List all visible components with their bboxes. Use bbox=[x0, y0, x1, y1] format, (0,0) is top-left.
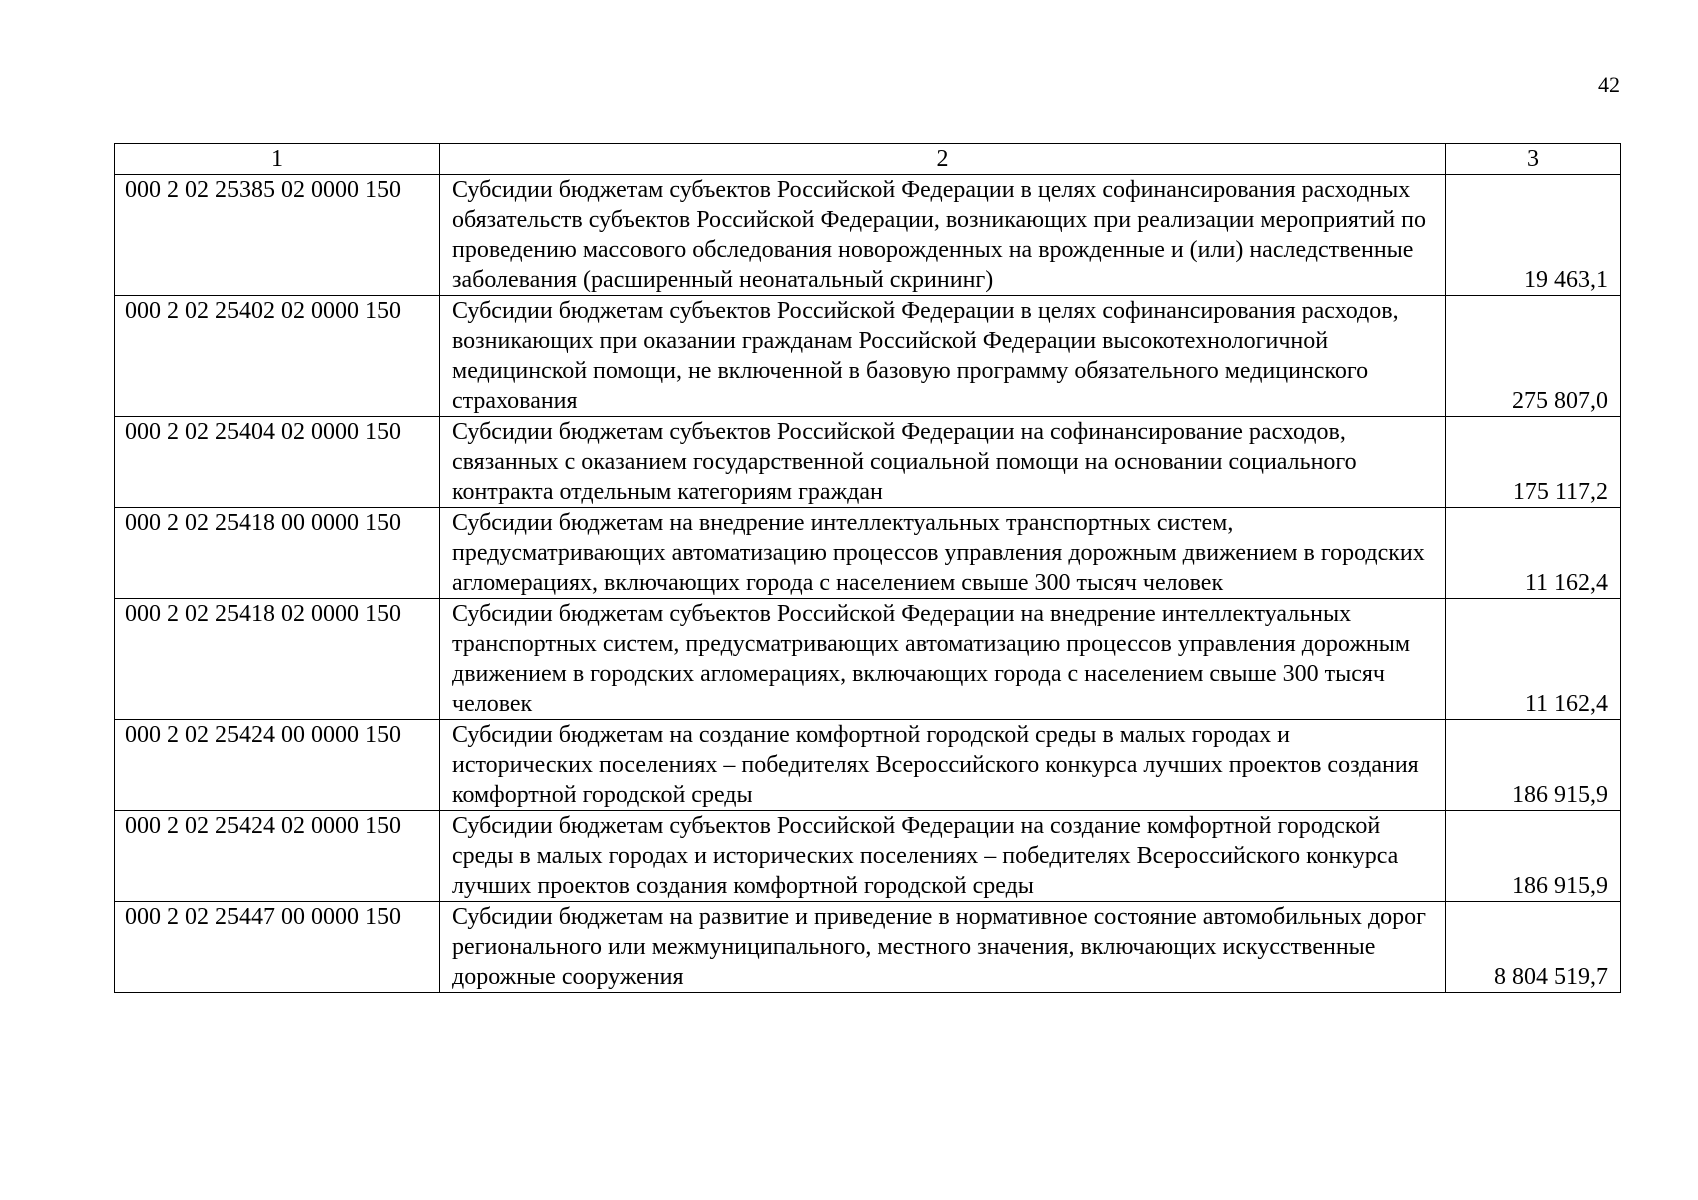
description-cell: Субсидии бюджетам на внедрение интеллектуальных транспортных систем, предусматривающих автоматизацию процессов управления дорожным движением в городских агломерациях, включающих города с населением свыше 300 тысяч человек bbox=[440, 508, 1446, 599]
page-number: 42 bbox=[1598, 72, 1620, 97]
description-cell: Субсидии бюджетам на развитие и приведение в нормативное состояние автомобильных дорог регионального или межмуниципального, местного значения, включающих искусственные дорожные сооружения bbox=[440, 902, 1446, 993]
budget-code-cell: 000 2 02 25418 00 0000 150 bbox=[115, 508, 440, 599]
table-row bbox=[115, 811, 1621, 902]
description-cell: Субсидии бюджетам субъектов Российской Федерации в целях софинансирования расходных обязательств субъектов Российской Федерации, возникающих при реализации мероприятий по проведению массового обследования новорожденных на врожденные и (или) наследственные заболевания (расширенный неонатальный скрининг) bbox=[440, 175, 1446, 296]
amount-cell: 8 804 519,7 bbox=[1446, 902, 1621, 993]
description-cell: Субсидии бюджетам субъектов Российской Федерации на софинансирование расходов, связанных с оказанием государственной социальной помощи на основании социального контракта отдельным категориям граждан bbox=[440, 417, 1446, 508]
budget-code-cell: 000 2 02 25402 02 0000 150 bbox=[115, 296, 440, 417]
budget-code-cell: 000 2 02 25447 00 0000 150 bbox=[115, 902, 440, 993]
amount-cell: 19 463,1 bbox=[1446, 175, 1621, 296]
amount-cell: 175 117,2 bbox=[1446, 417, 1621, 508]
budget-code-cell: 000 2 02 25424 00 0000 150 bbox=[115, 720, 440, 811]
description-cell: Субсидии бюджетам субъектов Российской Федерации на создание комфортной городской среды в малых городах и исторических поселениях – победителях Всероссийского конкурса лучших проектов создания комфортной городской среды bbox=[440, 811, 1446, 902]
description-cell: Субсидии бюджетам на создание комфортной городской среды в малых городах и исторических поселениях – победителях Всероссийского конкурса лучших проектов создания комфортной городской среды bbox=[440, 720, 1446, 811]
amount-cell: 275 807,0 bbox=[1446, 296, 1621, 417]
table-row bbox=[115, 902, 1621, 993]
table-row bbox=[115, 720, 1621, 811]
budget-table bbox=[114, 143, 1621, 993]
column-header-1: 1 bbox=[115, 144, 440, 175]
description-cell: Субсидии бюджетам субъектов Российской Федерации в целях софинансирования расходов, возникающих при оказании гражданам Российской Федерации высокотехнологичной медицинской помощи, не включенной в базовую программу обязательного медицинского страхования bbox=[440, 296, 1446, 417]
column-header-2: 2 bbox=[440, 144, 1446, 175]
budget-code-cell: 000 2 02 25404 02 0000 150 bbox=[115, 417, 440, 508]
description-cell: Субсидии бюджетам субъектов Российской Федерации на внедрение интеллектуальных транспортных систем, предусматривающих автоматизацию процессов управления дорожным движением в городских агломерациях, включающих города с населением свыше 300 тысяч человек bbox=[440, 599, 1446, 720]
budget-code-cell: 000 2 02 25385 02 0000 150 bbox=[115, 175, 440, 296]
budget-code-cell: 000 2 02 25418 02 0000 150 bbox=[115, 599, 440, 720]
column-header-3: 3 bbox=[1446, 144, 1621, 175]
table-header-row bbox=[115, 144, 1621, 175]
table-row bbox=[115, 508, 1621, 599]
table-row bbox=[115, 599, 1621, 720]
amount-cell: 186 915,9 bbox=[1446, 720, 1621, 811]
amount-cell: 11 162,4 bbox=[1446, 508, 1621, 599]
budget-code-cell: 000 2 02 25424 02 0000 150 bbox=[115, 811, 440, 902]
amount-cell: 186 915,9 bbox=[1446, 811, 1621, 902]
table-row bbox=[115, 417, 1621, 508]
amount-cell: 11 162,4 bbox=[1446, 599, 1621, 720]
table-row bbox=[115, 296, 1621, 417]
table-row bbox=[115, 175, 1621, 296]
